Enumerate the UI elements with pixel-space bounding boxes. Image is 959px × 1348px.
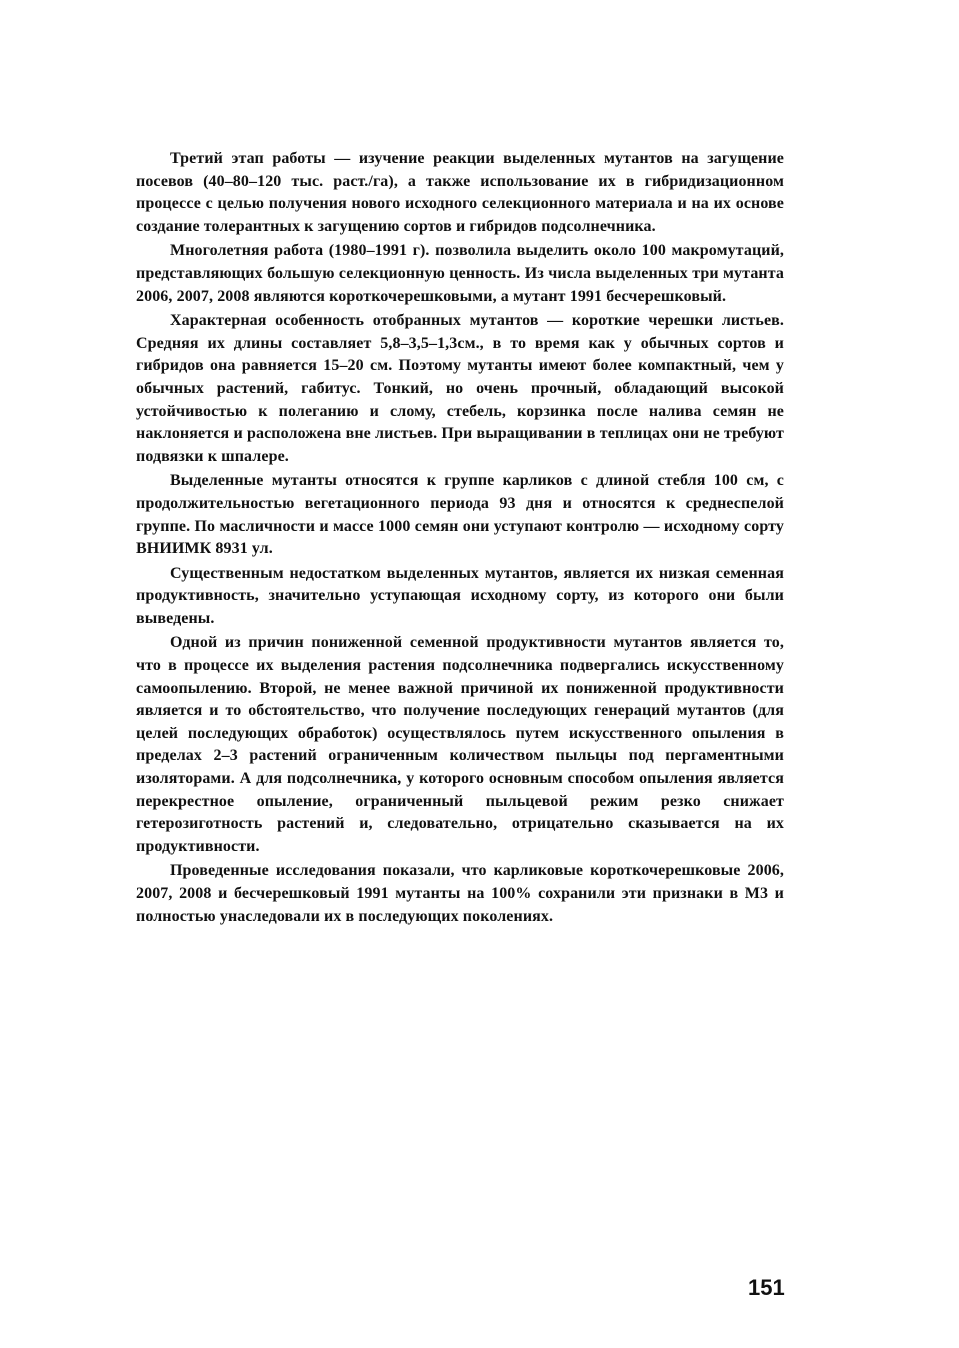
paragraph-3: Характерная особенность отобранных мутантов — короткие черешки листьев. Средняя их длины составляет 5,8–3,5–1,3см., в то время как у обычных сортов и гибридов она равняется 15–20 см. Поэтому мутанты имеют более компактный, чем у обычных растений, габитус. Тонкий, но очень прочный, обладающий высокой устойчивостью к полеганию и слому, стебель, корзинка после налива семян не наклоняется и расположена вне листьев. При выращивании в теплицах они не требуют подвязки к шпалере.: [136, 312, 784, 465]
paragraph-5: Существенным недостатком выделенных мутантов, является их низкая семенная продуктивность, значительно уступающая исходному сорту, из которого они были выведены.: [136, 564, 784, 627]
paragraph-7: Проведенные исследования показали, что карликовые короткочерешковые 2006, 2007, 2008 и бесчерешковый 1991 мутанты на 100% сохранили эти признаки в М3 и полностью унаследовали их в последующих поколениях.: [136, 862, 784, 925]
paragraph-4: Выделенные мутанты относятся к группе карликов с длиной стебля 100 см, с продолжительностью вегетационного периода 93 дня и относятся к среднеспелой группе. По масличности и массе 1000 семян они уступают контролю — исходному сорту ВНИИМК 8931 ул.: [136, 472, 784, 558]
paragraph-2: Многолетняя работа (1980–1991 г). позволила выделить около 100 макромутаций, представляющих большую селекционную ценность. Из числа выделенных три мутанта 2006, 2007, 2008 являются короткочерешковыми, а мутант 1991 бесчерешковый.: [136, 242, 784, 305]
paragraph-1: Третий этап работы — изучение реакции выделенных мутантов на загущение посевов (40–80–120 тыс. раст./га), а также использование их в гибридизационном процессе с целью получения нового исходного селекционного материала и на их основе создание толерантных к загущению сортов и гибридов подсолнечника.: [136, 150, 784, 235]
paragraph-6: Одной из причин пониженной семенной продуктивности мутантов является то, что в процессе их выделения растения подсолнечника подвергались искусственному самоопылению. Второй, не менее важной причиной их пониженной продуктивности является и то обстоятельство, что получение последующих генераций мутантов (для целей последующих обработок) осуществлялось путем искусственного опыления в пределах 2–3 растений ограниченным количеством пыльцы под пергаментными изоляторами. А для подсолнечника, у которого основным способом опыления является перекрестное опыление, ограниченный пыльцевой режим резко снижает гетерозиготность растений и, следовательно, отрицательно сказывается на их продуктивности.: [136, 634, 784, 855]
body-text: [136, 148, 784, 930]
page-number: 151: [748, 1275, 785, 1300]
